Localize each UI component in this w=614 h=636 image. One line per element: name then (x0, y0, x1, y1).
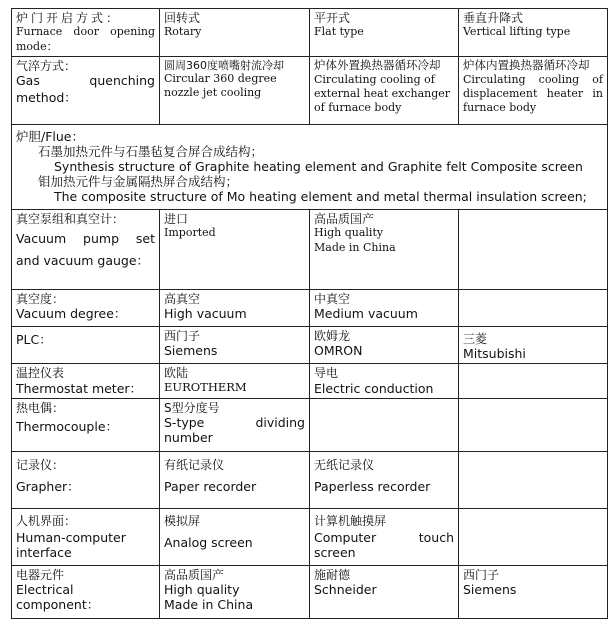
cell-label (12, 398, 160, 451)
cell-option (310, 508, 459, 565)
cell-option (459, 9, 608, 57)
row-vacuum-pump (12, 209, 608, 289)
option-zh: 导电 (314, 366, 339, 381)
option-zh: 计算机触摸屏 (314, 513, 387, 528)
option-en: Circulating cooling of external heat exchanger of furnace body (314, 72, 451, 115)
row-plc (12, 326, 608, 363)
option-zh: 平开式 (314, 11, 351, 25)
option-en: High vacuum (164, 306, 247, 322)
cell-label (12, 209, 160, 289)
label-en: Thermostat meter： (16, 380, 143, 396)
cell-option (160, 56, 310, 124)
cell-option (310, 56, 459, 124)
cell-option (310, 9, 459, 57)
row-vacuum-degree (12, 289, 608, 326)
option-en: Computer touch screen (314, 530, 454, 561)
option-zh: 高品质国产 (164, 567, 225, 582)
option-en: Medium vacuum (314, 306, 418, 322)
option-en: Flat type (314, 25, 364, 39)
option-en: Imported (164, 226, 216, 240)
option-en2: Made in China (314, 240, 396, 254)
option-zh: 圆周360度喷嘴射流冷却 (164, 58, 284, 72)
option-zh: S型分度号 (164, 400, 220, 415)
label-zh: 真空度： (16, 291, 65, 306)
label-en: Thermocouple： (16, 419, 119, 435)
option-zh: 无纸记录仪 (314, 457, 375, 472)
label-en: PLC： (16, 331, 52, 347)
cell-option (310, 565, 459, 618)
option-en2: Made in China (164, 597, 254, 613)
label-zh: 温控仪表 (16, 366, 65, 381)
option-zh: 炉体内置换热器循环冷却 (463, 57, 590, 72)
row-flue (12, 124, 608, 209)
option-en: Mitsubishi (463, 346, 526, 362)
cell-empty (459, 398, 608, 451)
cell-option (160, 398, 310, 451)
option-en: Circular 360 degree nozzle jet cooling (164, 72, 277, 100)
option-en: Paper recorder (164, 479, 257, 495)
row-thermocouple (12, 398, 608, 451)
label-zh: 电器元件 (16, 567, 65, 582)
cell-option (459, 56, 608, 124)
label-zh: 真空泵组和真空计： (16, 211, 125, 226)
option-zh: 有纸记录仪 (164, 457, 225, 472)
label-zh: 热电偶： (16, 400, 65, 415)
option-en: High quality (314, 226, 384, 240)
option-en: Circulating cooling of displacement heater in furnace body (463, 72, 603, 115)
cell-label (12, 9, 160, 57)
cell-option (160, 364, 310, 398)
cell-empty (459, 209, 608, 289)
option-zh: 进口 (164, 211, 189, 226)
cell-option (160, 326, 310, 363)
cell-option (459, 565, 608, 618)
option-zh: 高品质国产 (314, 211, 375, 226)
option-en: Rotary (164, 25, 202, 39)
option-en: OMRON (314, 343, 363, 359)
cell-option (160, 508, 310, 565)
label-zh: 炉门开启方式： (16, 11, 122, 25)
option-zh: 西门子 (164, 328, 201, 343)
cell-empty (459, 508, 608, 565)
row-hmi (12, 508, 608, 565)
cell-option (310, 364, 459, 398)
cell-label (12, 451, 160, 508)
label-en: Furnace door opening mode： (16, 25, 155, 53)
option-en: High quality (164, 582, 240, 598)
label-en: Vacuum pump set and vacuum gauge： (16, 231, 155, 268)
cell-option (459, 326, 608, 363)
option-en: S-type dividing number (164, 415, 305, 446)
label-en: Human-computer interface (16, 530, 126, 561)
label-en: Electrical component： (16, 582, 100, 613)
cell-option (310, 289, 459, 326)
flue-heading: 炉胆/Flue： (16, 128, 84, 144)
option-zh: 西门子 (463, 567, 500, 582)
row-grapher (12, 451, 608, 508)
spec-table (11, 8, 608, 619)
option-zh: 中真空 (314, 291, 351, 306)
option-zh: 施耐德 (314, 567, 351, 582)
cell-option (160, 209, 310, 289)
option-en: Analog screen (164, 535, 253, 551)
cell-empty (310, 398, 459, 451)
cell-label (12, 364, 160, 398)
flue-line2-zh: 钼加热元件与金属隔热屏合成结构； (38, 173, 239, 189)
option-zh: 模拟屏 (164, 513, 201, 528)
label-zh: 气淬方式： (16, 58, 77, 73)
cell-option (310, 326, 459, 363)
row-gas-quenching (12, 56, 608, 124)
option-zh: 垂直升降式 (463, 11, 524, 25)
label-zh: 记录仪： (16, 457, 65, 472)
cell-option (160, 289, 310, 326)
option-en: Siemens (463, 582, 517, 598)
cell-option (160, 451, 310, 508)
cell-empty (459, 451, 608, 508)
option-en: Electric conduction (314, 380, 434, 396)
flue-line2-en: The composite structure of Mo heating element and metal thermal insulation screen; (54, 188, 587, 204)
cell-option (160, 565, 310, 618)
label-en: Vacuum degree： (16, 306, 127, 322)
option-zh: 三菱 (463, 331, 488, 346)
cell-option (310, 209, 459, 289)
cell-label (12, 56, 160, 124)
cell-label (12, 565, 160, 618)
option-zh: 欧姆龙 (314, 328, 351, 343)
cell-option (310, 451, 459, 508)
label-en: Gas quenching method： (16, 73, 155, 106)
option-zh: 高真空 (164, 291, 201, 306)
option-en: Schneider (314, 582, 377, 598)
cell-label (12, 326, 160, 363)
cell-empty (459, 289, 608, 326)
flue-line1-en: Synthesis structure of Graphite heating element and Graphite felt Composite screen (54, 158, 583, 174)
cell-empty (459, 364, 608, 398)
cell-label (12, 289, 160, 326)
row-electrical (12, 565, 608, 618)
row-thermostat (12, 364, 608, 398)
option-en: Siemens (164, 343, 218, 359)
cell-option (160, 9, 310, 57)
option-en: Paperless recorder (314, 479, 431, 495)
option-en: EUROTHERM (164, 379, 247, 394)
cell-flue (12, 124, 608, 209)
option-en: Vertical lifting type (463, 25, 571, 39)
option-zh: 回转式 (164, 11, 201, 25)
option-zh: 欧陆 (164, 366, 189, 381)
cell-label (12, 508, 160, 565)
option-zh: 炉体外置换热器循环冷却 (314, 57, 441, 72)
label-en: Grapher： (16, 479, 80, 495)
row-furnace-door (12, 9, 608, 57)
label-zh: 人机界面： (16, 513, 77, 528)
flue-line1-zh: 石墨加热元件与石墨毡复合屏合成结构； (38, 143, 264, 159)
